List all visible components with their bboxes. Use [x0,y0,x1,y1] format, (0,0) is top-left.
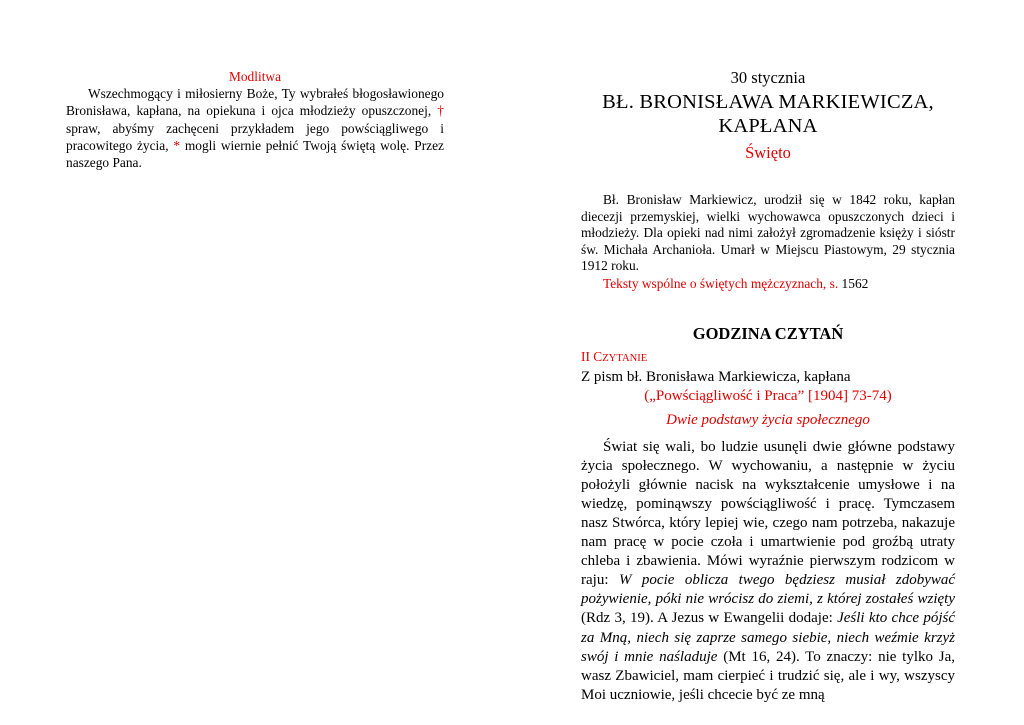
scripture-quote-2: Jeśli kto chce pójść za Mną, niech się zaprze samego siebie, niech weźmie krzyż swój i mnie naśladuje [581,610,955,665]
asterisk-mark: * [173,137,181,153]
reading-label-rest: ZYTANIE [602,352,648,364]
reading-text-2: (Rdz 3, 19). A Jezus w Ewangelii dodaje: [581,610,833,627]
feast-title [581,90,955,138]
left-column [66,68,444,171]
common-texts-reference [581,276,955,293]
reading-text-3: (Mt 16, 24). To znaczy: nie tylko Ja, wasz Zbawiciel, mam cierpieć i trudzić się, ale i wy, wszyscy Moi uczniowie, jeśli chcecie być ze mną [581,648,956,703]
reading-body [581,438,955,705]
prayer-heading: Modlitwa [228,69,282,84]
feast-date: 30 stycznia [730,68,806,87]
prayer-part-2: spraw, abyśmy zachęceni przykładem jego powściągliwego i pracowitego życia, [66,120,444,153]
feast-title-line-1: BŁ. BRONISŁAWA MARKIEWICZA, [602,91,934,113]
common-texts-page: 1562 [841,275,869,291]
prayer-text [66,85,444,171]
prayer-part-1: Wszechmogący i miłosierny Boże, Ty wybrałeś błogosławionego Bronisława, kapłana, na opiekuna i ojca młodzieży opuszczonej, [66,86,444,119]
reading-label-prefix: II C [581,348,603,364]
prayer-part-3: mogli wiernie pełnić Twoją świętą wolę. Przez naszego Pana. [66,137,444,171]
biography: Bł. Bronisław Markiewicz, urodził się w 1842 roku, kapłan diecezji przemyskiej, wielki wychowawca opuszczonych dzieci i młodzieży. Dla opieki nad nimi założył zgromadzenie księży i sióstr św. Michała Archanioła. Umarł w Miejscu Piastowym, 29 stycznia 1912 roku. [581,192,955,274]
feast-title-line-2: KAPŁANA [718,115,818,137]
reading-label [581,348,955,367]
reading-author: Z pism bł. Bronisława Markiewicza, kapłana [581,368,851,385]
reading-text-1: Świat się wali, bo ludzie usunęli dwie główne podstawy życia społecznego. W wychowaniu, a następnie w życiu położyli głównie nacisk na wykształcenie umysłowe i na wiedzę, pominąwszy powściągliwość i pracę. Tymczasem nasz Stwórca, który lepiej wie, czego nam potrzeba, nakazuje nam pracę w pocie czoła i umartwienie pod groźbą utraty chleba i zbawienia. Mówi wyraźnie pierwszym rodzicom w raju: [581,438,955,589]
section-title: GODZINA CZYTAŃ [692,323,844,343]
feast-rank: Święto [745,143,791,162]
reading-subtitle: Dwie podstawy życia społecznego [666,411,870,428]
right-column [581,68,955,705]
common-texts-label: Teksty wspólne o świętych mężczyznach, s. [603,275,839,291]
scripture-quote-1: W pocie oblicza twego będziesz musiał zdobywać pożywienie, póki nie wrócisz do ziemi, z której zostałeś wzięty [581,572,956,608]
reading-source: („Powściągliwość i Praca” [1904] 73-74) [644,387,892,404]
dagger-mark: † [437,103,444,119]
